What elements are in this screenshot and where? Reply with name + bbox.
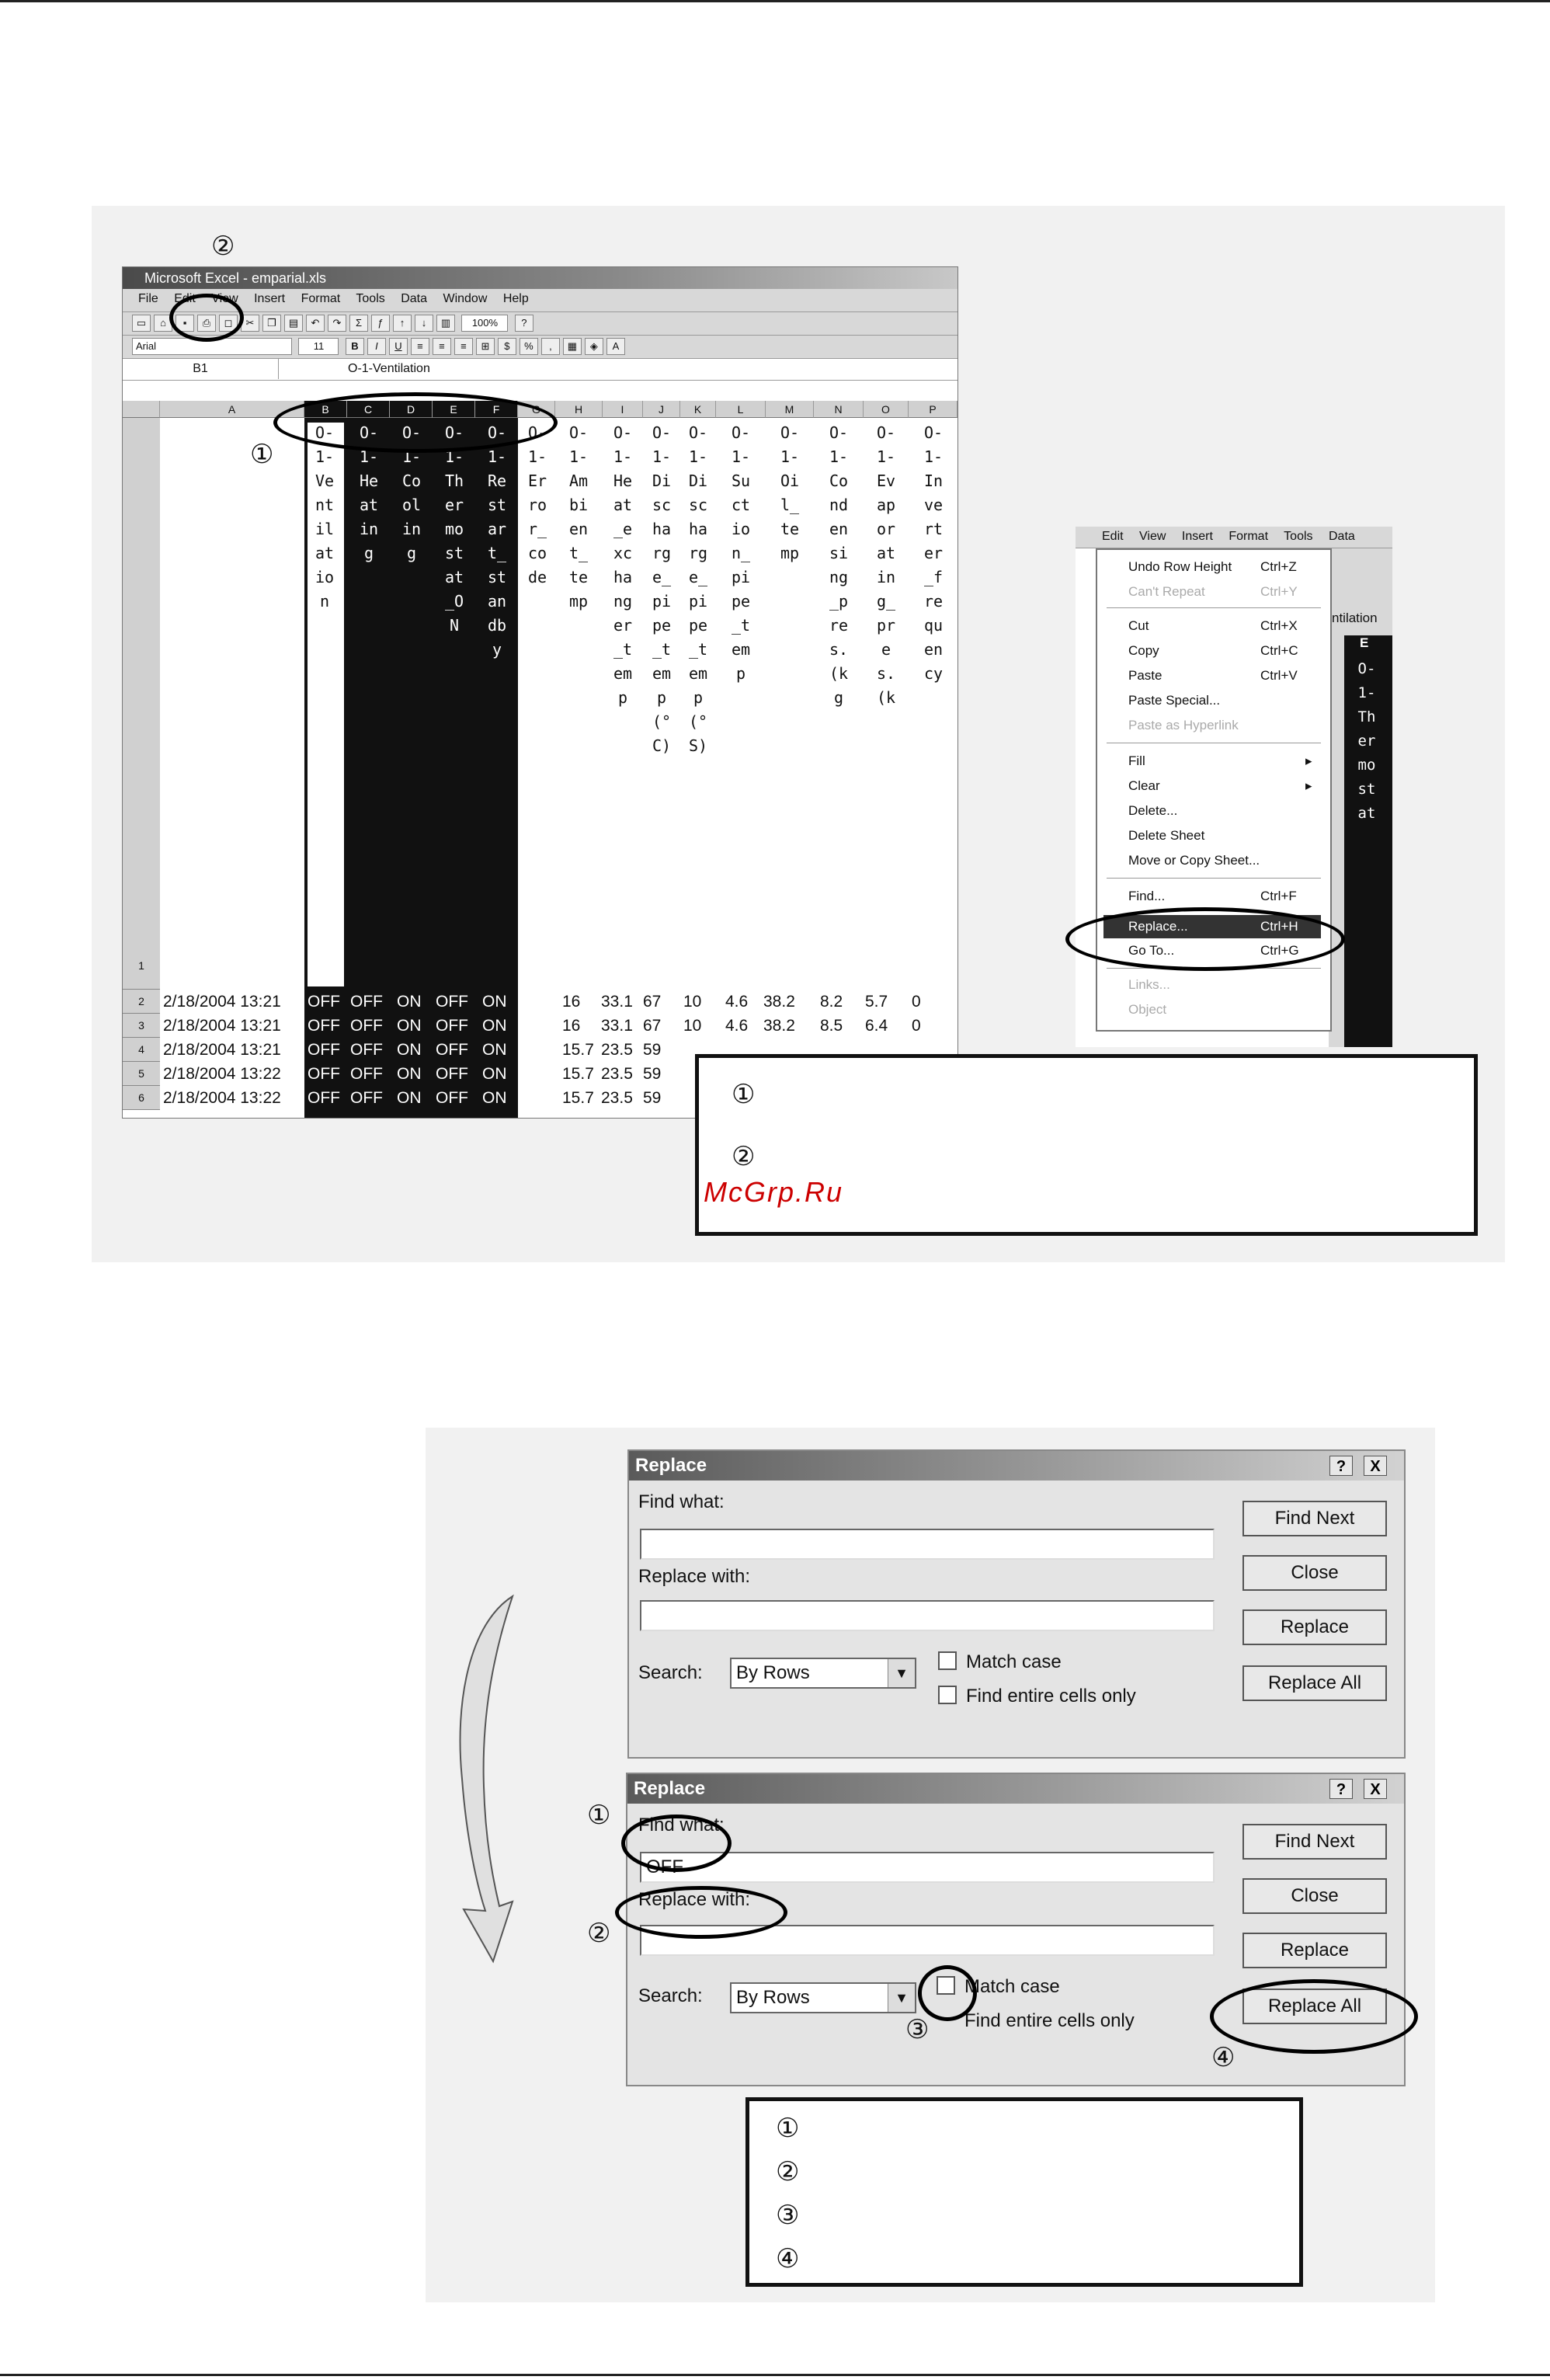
header-d1: O-1-Cooling xyxy=(401,423,422,562)
open-icon[interactable]: ⌂ xyxy=(154,315,172,332)
currency-icon[interactable]: $ xyxy=(498,338,516,355)
menu-item-label: Paste Special... xyxy=(1128,693,1221,708)
cell[interactable]: ON xyxy=(397,1017,422,1035)
close-icon[interactable]: X xyxy=(1364,1779,1387,1799)
col-header-p[interactable]: P xyxy=(909,401,957,418)
header-c1: O-1-Heating xyxy=(359,423,379,562)
col-header-j[interactable]: J xyxy=(643,401,680,418)
menu-item-paste[interactable] xyxy=(1128,668,1298,684)
borders-icon[interactable]: ▦ xyxy=(563,338,582,355)
find-what-label: Find what: xyxy=(638,1815,725,1835)
italic-icon[interactable]: I xyxy=(367,338,386,355)
print-icon[interactable]: ⎙ xyxy=(197,315,216,332)
behind-col-letter: E xyxy=(1360,635,1369,650)
merge-icon[interactable]: ⊞ xyxy=(476,338,495,355)
menu-format[interactable]: Format xyxy=(1229,530,1269,543)
menu-item-label: Move or Copy Sheet... xyxy=(1128,853,1260,868)
col-header-k[interactable]: K xyxy=(680,401,716,418)
cell[interactable]: 16 xyxy=(562,993,581,1011)
excel-title: Microsoft Excel - emparial.xls xyxy=(144,270,327,286)
shortcut: Ctrl+F xyxy=(1260,889,1297,903)
replace-button[interactable]: Replace xyxy=(1242,1609,1387,1645)
cell[interactable]: 23.5 xyxy=(601,1065,633,1083)
edit-menu-bar xyxy=(1076,527,1392,548)
cell[interactable]: 0 xyxy=(912,1017,921,1035)
search-select[interactable] xyxy=(730,1658,916,1689)
header-f1: O-1-Restart_standby xyxy=(487,423,507,659)
menu-item-label: Cut xyxy=(1128,618,1149,633)
menu-item-label: Replace... xyxy=(1128,919,1188,934)
cell[interactable]: ON xyxy=(482,993,507,1011)
row-header-2[interactable]: 2 xyxy=(123,990,160,1014)
cell[interactable]: 38.2 xyxy=(763,993,795,1011)
excel-title-bar xyxy=(123,267,957,289)
menu-insert[interactable]: Insert xyxy=(254,292,286,305)
cell-date[interactable]: 2/18/2004 13:22 xyxy=(163,1065,281,1083)
menu-separator xyxy=(1107,607,1321,608)
submenu-arrow-icon: ▸ xyxy=(1305,778,1312,793)
cell[interactable]: ON xyxy=(397,993,422,1011)
menu-item-label: Paste as Hyperlink xyxy=(1128,718,1239,732)
col-header-f[interactable]: F xyxy=(475,401,518,418)
col-header-l[interactable]: L xyxy=(716,401,766,418)
underline-icon[interactable]: U xyxy=(389,338,408,355)
menu-item-repeat xyxy=(1128,584,1298,600)
shortcut: Ctrl+C xyxy=(1260,643,1298,658)
chevron-down-icon: ▼ xyxy=(888,1659,915,1687)
behind-vertical-text: O-1-Thermostat xyxy=(1357,660,1376,822)
menu-item-label: Find... xyxy=(1128,889,1166,903)
cell[interactable]: OFF xyxy=(308,1041,340,1059)
formula-bar xyxy=(123,359,957,381)
find-next-button[interactable]: Find Next xyxy=(1242,1824,1387,1860)
legend-marker-3: ③ xyxy=(776,2200,800,2231)
zoom-select[interactable]: 100% xyxy=(461,315,508,332)
menu-item-move-copy-sheet[interactable] xyxy=(1128,853,1260,868)
callout-1-marker: ① xyxy=(587,1800,611,1831)
menu-item-paste-hyperlink xyxy=(1128,718,1239,733)
cell[interactable]: 10 xyxy=(683,1017,702,1035)
save-icon[interactable]: ▪ xyxy=(176,315,194,332)
row-header-5[interactable]: 5 xyxy=(123,1062,160,1086)
standard-toolbar xyxy=(123,312,957,336)
col-header-b[interactable]: B xyxy=(304,401,347,418)
menu-item-label: Can't Repeat xyxy=(1128,584,1205,599)
top-rule xyxy=(0,0,1550,2)
menu-item-copy[interactable] xyxy=(1128,643,1298,659)
comma-icon[interactable]: , xyxy=(541,338,560,355)
callout-2-marker: ② xyxy=(211,231,235,262)
menu-separator xyxy=(1107,878,1321,879)
function-icon[interactable]: ƒ xyxy=(371,315,390,332)
col-header-m[interactable]: M xyxy=(766,401,814,418)
shortcut: Ctrl+V xyxy=(1260,668,1298,683)
paste-icon[interactable]: ▤ xyxy=(284,315,303,332)
chart-icon[interactable]: ▥ xyxy=(436,315,455,332)
cell-date[interactable]: 2/18/2004 13:21 xyxy=(163,1017,281,1035)
col-header-d[interactable]: D xyxy=(390,401,433,418)
menu-item-undo[interactable] xyxy=(1128,559,1297,575)
callout-3-marker: ③ xyxy=(905,2014,930,2045)
cell[interactable]: ON xyxy=(482,1089,507,1107)
callout-2-marker: ② xyxy=(587,1918,611,1949)
col-header-a[interactable]: A xyxy=(160,401,304,418)
menu-format[interactable]: Format xyxy=(301,292,341,305)
entire-cells-checkbox[interactable] xyxy=(938,1686,957,1704)
col-header-c[interactable]: C xyxy=(347,401,390,418)
cell[interactable]: ON xyxy=(482,1017,507,1035)
replace-dialog-empty xyxy=(627,1449,1406,1759)
align-right-icon[interactable]: ≡ xyxy=(454,338,473,355)
help-icon[interactable]: ? xyxy=(515,315,533,332)
match-case-label: Match case xyxy=(964,1976,1060,1997)
replace-with-highlight xyxy=(615,1886,787,1939)
find-what-input[interactable]: OFF xyxy=(640,1852,1215,1883)
edit-menu-highlight xyxy=(169,294,244,342)
font-color-icon[interactable]: A xyxy=(606,338,625,355)
header-j1: O-1-Discharge_pipe_temp (°C) xyxy=(652,423,672,755)
name-box[interactable]: B1 xyxy=(123,359,279,379)
shortcut: Ctrl+X xyxy=(1260,618,1298,633)
cell[interactable]: OFF xyxy=(308,1065,340,1083)
find-what-label: Find what: xyxy=(638,1491,725,1512)
submenu-arrow-icon: ▸ xyxy=(1305,753,1312,768)
cell[interactable]: OFF xyxy=(308,1089,340,1107)
cell[interactable]: 67 xyxy=(643,1017,662,1035)
font-name-select[interactable]: Arial xyxy=(132,338,292,355)
cell[interactable]: 4.6 xyxy=(725,1017,749,1035)
col-header-g[interactable]: G xyxy=(518,401,555,418)
menu-item-label: Clear xyxy=(1128,778,1160,793)
redo-icon[interactable]: ↷ xyxy=(328,315,346,332)
cell[interactable]: 15.7 xyxy=(562,1089,594,1107)
col-header-e[interactable]: E xyxy=(433,401,475,418)
header-o1: O-1-Evaporating_pres. (k xyxy=(876,423,896,707)
sort-asc-icon[interactable]: ↑ xyxy=(393,315,412,332)
search-select[interactable] xyxy=(730,1982,916,2013)
menu-item-label: Delete... xyxy=(1128,803,1178,818)
percent-icon[interactable]: % xyxy=(520,338,538,355)
shortcut: Ctrl+Z xyxy=(1260,559,1297,574)
menu-item-object xyxy=(1128,1002,1166,1018)
cell-date[interactable]: 2/18/2004 13:21 xyxy=(163,993,281,1011)
cell[interactable]: OFF xyxy=(436,993,468,1011)
menu-file[interactable]: File xyxy=(138,292,158,305)
cell[interactable]: ON xyxy=(397,1065,422,1083)
find-next-button[interactable]: Find Next xyxy=(1242,1501,1387,1536)
find-what-input[interactable] xyxy=(640,1529,1215,1560)
fill-color-icon[interactable]: ◈ xyxy=(585,338,603,355)
cell[interactable]: 10 xyxy=(683,993,702,1011)
copy-icon[interactable]: ❐ xyxy=(262,315,281,332)
excel-window xyxy=(122,266,958,1119)
close-button[interactable]: Close xyxy=(1242,1878,1387,1914)
select-all-corner[interactable] xyxy=(123,401,160,418)
entire-cells-label: Find entire cells only xyxy=(964,2010,1135,2031)
search-select-value: By Rows xyxy=(736,1662,810,1683)
sheet-behind-menu xyxy=(1329,548,1392,1047)
col-header-o[interactable]: O xyxy=(864,401,909,418)
bold-icon[interactable]: B xyxy=(346,338,364,355)
replace-with-label: Replace with: xyxy=(638,1566,751,1587)
match-case-highlight xyxy=(918,1965,977,2021)
match-case-label: Match case xyxy=(966,1651,1062,1672)
menu-tools[interactable]: Tools xyxy=(356,292,385,305)
behind-cell-text: ntilation xyxy=(1332,611,1378,625)
shortcut: Ctrl+H xyxy=(1260,919,1298,934)
cell[interactable]: OFF xyxy=(436,1089,468,1107)
menu-item-links xyxy=(1128,977,1170,993)
entire-cells-label: Find entire cells only xyxy=(966,1686,1136,1707)
header-b1: O-1-Ventilation xyxy=(315,423,335,611)
cell[interactable]: 8.5 xyxy=(820,1017,843,1035)
top-legend-box xyxy=(695,1054,1478,1236)
col-header-i[interactable]: I xyxy=(603,401,643,418)
legend-marker-1: ① xyxy=(732,1079,756,1110)
close-button[interactable]: Close xyxy=(1242,1555,1387,1591)
header-l1: O-1-Suction_pipe_temp xyxy=(731,423,751,683)
cell[interactable]: OFF xyxy=(350,993,383,1011)
cell[interactable]: OFF xyxy=(308,1017,340,1035)
cell[interactable]: 33.1 xyxy=(601,993,633,1011)
menu-item-label: Delete Sheet xyxy=(1128,828,1205,843)
menu-item-cut[interactable] xyxy=(1128,618,1298,634)
down-arrow-icon xyxy=(439,1592,524,1965)
columns-highlight xyxy=(273,392,558,453)
cell[interactable]: 6.4 xyxy=(865,1017,888,1035)
callout-4-marker: ④ xyxy=(1211,2042,1235,2073)
cell[interactable]: 33.1 xyxy=(601,1017,633,1035)
legend-marker-2: ② xyxy=(732,1141,756,1172)
menu-item-fill[interactable] xyxy=(1128,753,1312,769)
legend-marker-1: ① xyxy=(776,2113,800,2144)
undo-icon[interactable]: ↶ xyxy=(306,315,325,332)
cell[interactable]: ON xyxy=(397,1041,422,1059)
cell[interactable]: 4.6 xyxy=(725,993,749,1011)
replace-all-button[interactable]: Replace All xyxy=(1242,1665,1387,1701)
cell[interactable]: ON xyxy=(482,1065,507,1083)
header-e1: O-1-Thermostat_ON xyxy=(444,423,464,635)
menu-view[interactable]: View xyxy=(1139,530,1166,543)
menu-data[interactable]: Data xyxy=(1328,530,1355,543)
search-label: Search: xyxy=(638,1662,703,1683)
cell[interactable]: OFF xyxy=(436,1065,468,1083)
cell[interactable]: 15.7 xyxy=(562,1065,594,1083)
cell[interactable]: OFF xyxy=(436,1017,468,1035)
menu-tools[interactable]: Tools xyxy=(1284,530,1313,543)
cell[interactable]: OFF xyxy=(350,1041,383,1059)
chevron-down-icon: ▼ xyxy=(888,1984,915,2012)
align-left-icon[interactable]: ≡ xyxy=(411,338,429,355)
search-select-value: By Rows xyxy=(736,1987,810,2008)
new-icon[interactable]: ▭ xyxy=(132,315,151,332)
menu-data[interactable]: Data xyxy=(401,292,428,305)
bottom-legend-box xyxy=(745,2097,1303,2287)
cell[interactable]: 8.2 xyxy=(820,993,843,1011)
sort-desc-icon[interactable]: ↓ xyxy=(415,315,433,332)
menu-item-label: Links... xyxy=(1128,977,1170,992)
cell[interactable]: OFF xyxy=(350,1017,383,1035)
header-k1: O-1-Discharge_pipe_temp (°S) xyxy=(688,423,708,755)
cell-date[interactable]: 2/18/2004 13:21 xyxy=(163,1041,281,1059)
cell[interactable]: 59 xyxy=(643,1065,662,1083)
help-button[interactable]: ? xyxy=(1329,1779,1353,1799)
shortcut: Ctrl+G xyxy=(1260,943,1299,958)
cell[interactable]: 23.5 xyxy=(601,1041,633,1059)
replace-all-button[interactable]: Replace All xyxy=(1242,1989,1387,2024)
menu-item-label: Fill xyxy=(1128,753,1145,768)
row-header-4[interactable]: 4 xyxy=(123,1038,160,1062)
menu-item-delete-sheet[interactable] xyxy=(1128,828,1204,844)
header-p1: O-1-Inverter_frequency xyxy=(923,423,944,683)
cell[interactable]: 59 xyxy=(643,1089,662,1107)
cell[interactable]: ON xyxy=(397,1089,422,1107)
font-size-select[interactable]: 11 xyxy=(298,338,339,355)
col-header-n[interactable]: N xyxy=(814,401,864,418)
menu-item-label: Object xyxy=(1128,1002,1167,1017)
replace-item-highlight xyxy=(1065,907,1345,971)
find-what-highlight xyxy=(621,1815,732,1872)
header-m1: O-1-Oil_temp xyxy=(780,423,800,562)
callout-1-marker: ① xyxy=(250,439,274,470)
legend-marker-4: ④ xyxy=(776,2243,800,2274)
dialog-title: Replace xyxy=(627,1774,1404,1804)
shortcut: Ctrl+Y xyxy=(1260,584,1298,599)
dialog-title: Replace xyxy=(629,1451,1404,1481)
menu-insert[interactable]: Insert xyxy=(1181,530,1213,543)
bottom-rule xyxy=(0,2374,1550,2376)
worksheet-grid[interactable] xyxy=(123,401,957,1118)
formatting-toolbar xyxy=(123,336,957,359)
cell[interactable]: 5.7 xyxy=(865,993,888,1011)
menu-window[interactable]: Window xyxy=(443,292,488,305)
col-header-h[interactable]: H xyxy=(555,401,603,418)
cell[interactable]: OFF xyxy=(350,1089,383,1107)
help-button[interactable]: ? xyxy=(1329,1456,1353,1476)
menu-item-clear[interactable] xyxy=(1128,778,1312,794)
cell[interactable]: 16 xyxy=(562,1017,581,1035)
menu-item-label: Go To... xyxy=(1128,943,1175,958)
replace-with-input[interactable] xyxy=(640,1600,1215,1631)
cell[interactable]: 23.5 xyxy=(601,1089,633,1107)
menu-item-label: Paste xyxy=(1128,668,1162,683)
cell[interactable]: 15.7 xyxy=(562,1041,594,1059)
align-center-icon[interactable]: ≡ xyxy=(433,338,451,355)
preview-icon[interactable]: ◻ xyxy=(219,315,238,332)
excel-menu-bar xyxy=(123,289,957,312)
menu-item-label: Copy xyxy=(1128,643,1159,658)
cell-date[interactable]: 2/18/2004 13:22 xyxy=(163,1089,281,1107)
menu-help[interactable]: Help xyxy=(502,292,529,305)
menu-item-label: Undo Row Height xyxy=(1128,559,1232,574)
cut-icon[interactable]: ✂ xyxy=(241,315,259,332)
cell[interactable]: OFF xyxy=(308,993,340,1011)
watermark: McGrp.Ru xyxy=(704,1176,844,1208)
row-header-3[interactable]: 3 xyxy=(123,1014,160,1038)
header-n1: O-1-Condensing_pres. (kg xyxy=(829,423,849,707)
menu-item-delete[interactable] xyxy=(1128,803,1177,819)
menu-edit[interactable]: Edit xyxy=(174,292,196,305)
header-i1: O-1-Heat_exchanger_temp xyxy=(613,423,633,707)
match-case-checkbox[interactable] xyxy=(938,1651,957,1670)
menu-item-find[interactable] xyxy=(1128,889,1297,904)
menu-view[interactable]: View xyxy=(211,292,238,305)
header-g1: O-1-Error_code xyxy=(527,423,547,586)
replace-with-label: Replace with: xyxy=(638,1889,751,1910)
row-header-6[interactable]: 6 xyxy=(123,1086,160,1110)
cell[interactable]: 67 xyxy=(643,993,662,1011)
cell[interactable]: OFF xyxy=(436,1041,468,1059)
menu-item-paste-special[interactable] xyxy=(1128,693,1220,708)
autosum-icon[interactable]: Σ xyxy=(349,315,368,332)
header-h1: O-1-Ambient_temp xyxy=(568,423,589,611)
cell[interactable]: 38.2 xyxy=(763,1017,795,1035)
close-icon[interactable]: X xyxy=(1364,1456,1387,1476)
cell[interactable]: 59 xyxy=(643,1041,662,1059)
cell[interactable]: OFF xyxy=(350,1065,383,1083)
row-header-1[interactable]: 1 xyxy=(123,418,160,990)
search-label: Search: xyxy=(638,1985,703,2006)
menu-edit[interactable]: Edit xyxy=(1102,530,1124,543)
replace-all-highlight xyxy=(1210,1979,1418,2054)
formula-content[interactable]: O-1-Ventilation xyxy=(348,362,430,375)
legend-marker-2: ② xyxy=(776,2156,800,2187)
cell[interactable]: 0 xyxy=(912,993,921,1011)
replace-button[interactable]: Replace xyxy=(1242,1933,1387,1968)
cell[interactable]: ON xyxy=(482,1041,507,1059)
